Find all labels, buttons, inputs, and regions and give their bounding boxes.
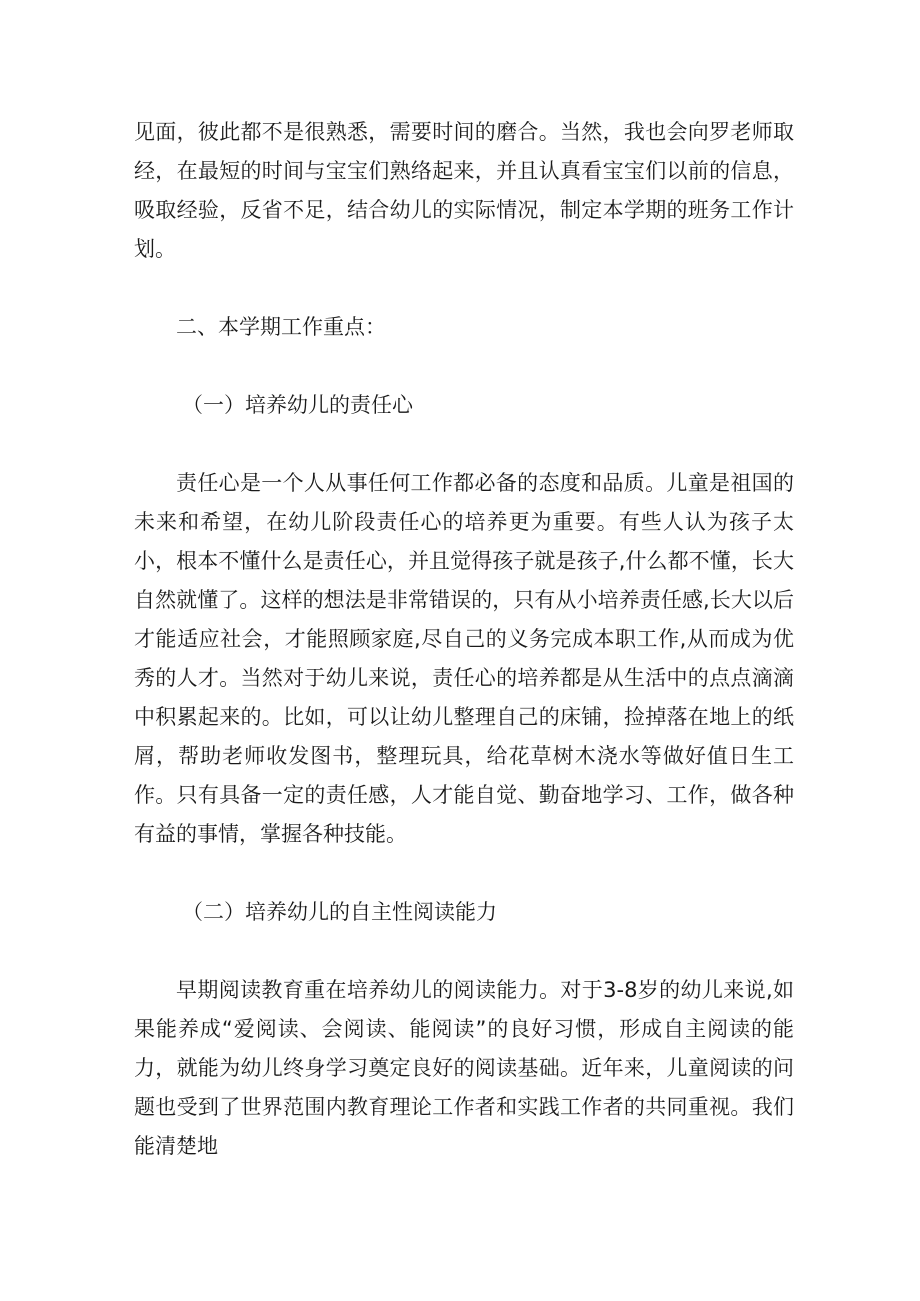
document-body [134,113,794,1166]
spacer [134,425,794,464]
subsection-2-body: 早期阅读教育重在培养幼儿的阅读能力。对于3-8岁的幼儿来说,如果能养成“爱阅读、会阅读、能阅读”的良好习惯，形成自主阅读的能力，就能为幼儿终身学习奠定良好的阅读基础。近年来，儿童阅读的问题也受到了世界范围内教育理论工作者和实践工作者的共同重视。我们能清楚地 [134,978,794,1158]
spacer [134,347,794,386]
spacer [134,932,794,971]
spacer [134,269,794,308]
subsection-1-heading: （一）培养幼儿的责任心 [182,393,413,417]
spacer [134,854,794,893]
intro-paragraph: 见面，彼此都不是很熟悉，需要时间的磨合。当然，我也会向罗老师取经，在最短的时间与宝宝们熟络起来，并且认真看宝宝们以前的信息，吸取经验，反省不足，结合幼儿的实际情况，制定本学期的班务工作计划。 [134,120,794,261]
section-heading: 二、本学期工作重点： [176,315,386,339]
subsection-1-body: 责任心是一个人从事任何工作都必备的态度和品质。儿童是祖国的未来和希望，在幼儿阶段责任心的培养更为重要。有些人认为孩子太小，根本不懂什么是责任心，并且觉得孩子就是孩子,什么都不懂，长大自然就懂了。这样的想法是非常错误的，只有从小培养责任感,长大以后才能适应社会，才能照顾家庭,尽自己的义务完成本职工作,从而成为优秀的人才。当然对于幼儿来说，责任心的培养都是从生活中的点点滴滴中积累起来的。比如，可以让幼儿整理自己的床铺，捡掉落在地上的纸屑，帮助老师收发图书，整理玩具，给花草树木浇水等做好值日生工作。只有具备一定的责任感，人才能自觉、勤奋地学习、工作，做各种有益的事情，掌握各种技能。 [134,471,794,846]
subsection-2-heading: （二）培养幼儿的自主性阅读能力 [182,900,497,924]
